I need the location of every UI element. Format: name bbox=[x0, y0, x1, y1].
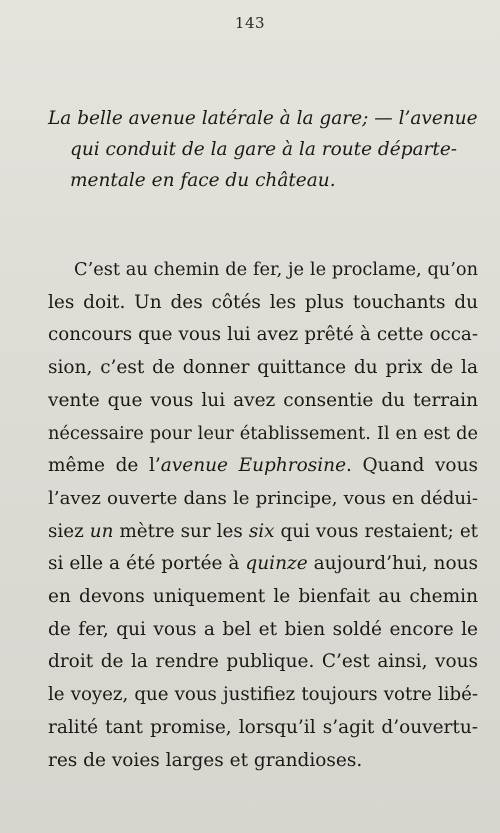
text-line: de fer, qui vous a bel et bien soldé encore le bbox=[48, 618, 478, 640]
text-line: vente que vous lui avez consentie du terrain bbox=[48, 389, 478, 411]
italic-run: un bbox=[89, 520, 114, 542]
text-run: qui vous restaient; et bbox=[274, 520, 478, 542]
italic-run: avenue Euphrosine bbox=[160, 455, 347, 477]
italic-run: quinze bbox=[245, 553, 308, 575]
section-caption bbox=[48, 103, 478, 196]
caption-line: La belle avenue latérale à la gare; — l’avenue bbox=[48, 108, 478, 129]
text-line: nécessaire pour leur établissement. Il en est de bbox=[48, 423, 478, 444]
text-run: même de l’ bbox=[48, 455, 161, 477]
text-line: res de voies larges et grandioses. bbox=[48, 749, 363, 771]
text-line: sion, c’est de donner quittance du prix de la bbox=[48, 357, 478, 379]
text-line: le voyez, que vous justifiez toujours votre libé- bbox=[48, 684, 478, 706]
text-run: si elle a été portée à bbox=[48, 553, 246, 575]
caption-line: mentale en face du château. bbox=[70, 170, 336, 191]
page-number: 143 bbox=[234, 14, 266, 32]
caption-line: qui conduit de la gare à la route départe- bbox=[70, 139, 458, 160]
italic-run: six bbox=[248, 520, 275, 542]
text-line: C’est au chemin de fer, je le proclame, qu’on bbox=[74, 260, 478, 280]
text-line bbox=[48, 548, 478, 581]
text-line bbox=[48, 450, 478, 483]
text-line: en devons uniquement le bienfait au chemin bbox=[48, 586, 478, 608]
text-line: ralité tant promise, lorsqu’il s’agit d’ouvertu- bbox=[48, 716, 478, 738]
text-run: mètre sur les bbox=[113, 520, 249, 542]
text-line: l’avez ouverte dans le principe, vous en dédui- bbox=[48, 487, 478, 509]
text-run: siez bbox=[48, 520, 90, 542]
body-paragraph bbox=[48, 254, 478, 777]
text-line: droit de la rendre publique. C’est ainsi, vous bbox=[48, 651, 478, 673]
text-line bbox=[48, 516, 478, 549]
text-run: . Quand vous bbox=[346, 455, 478, 477]
text-run: aujourd’hui, nous bbox=[307, 553, 478, 575]
text-line: les doit. Un des côtés les plus touchants du bbox=[48, 291, 478, 313]
text-line: concours que vous lui avez prêté à cette occa- bbox=[48, 324, 478, 346]
